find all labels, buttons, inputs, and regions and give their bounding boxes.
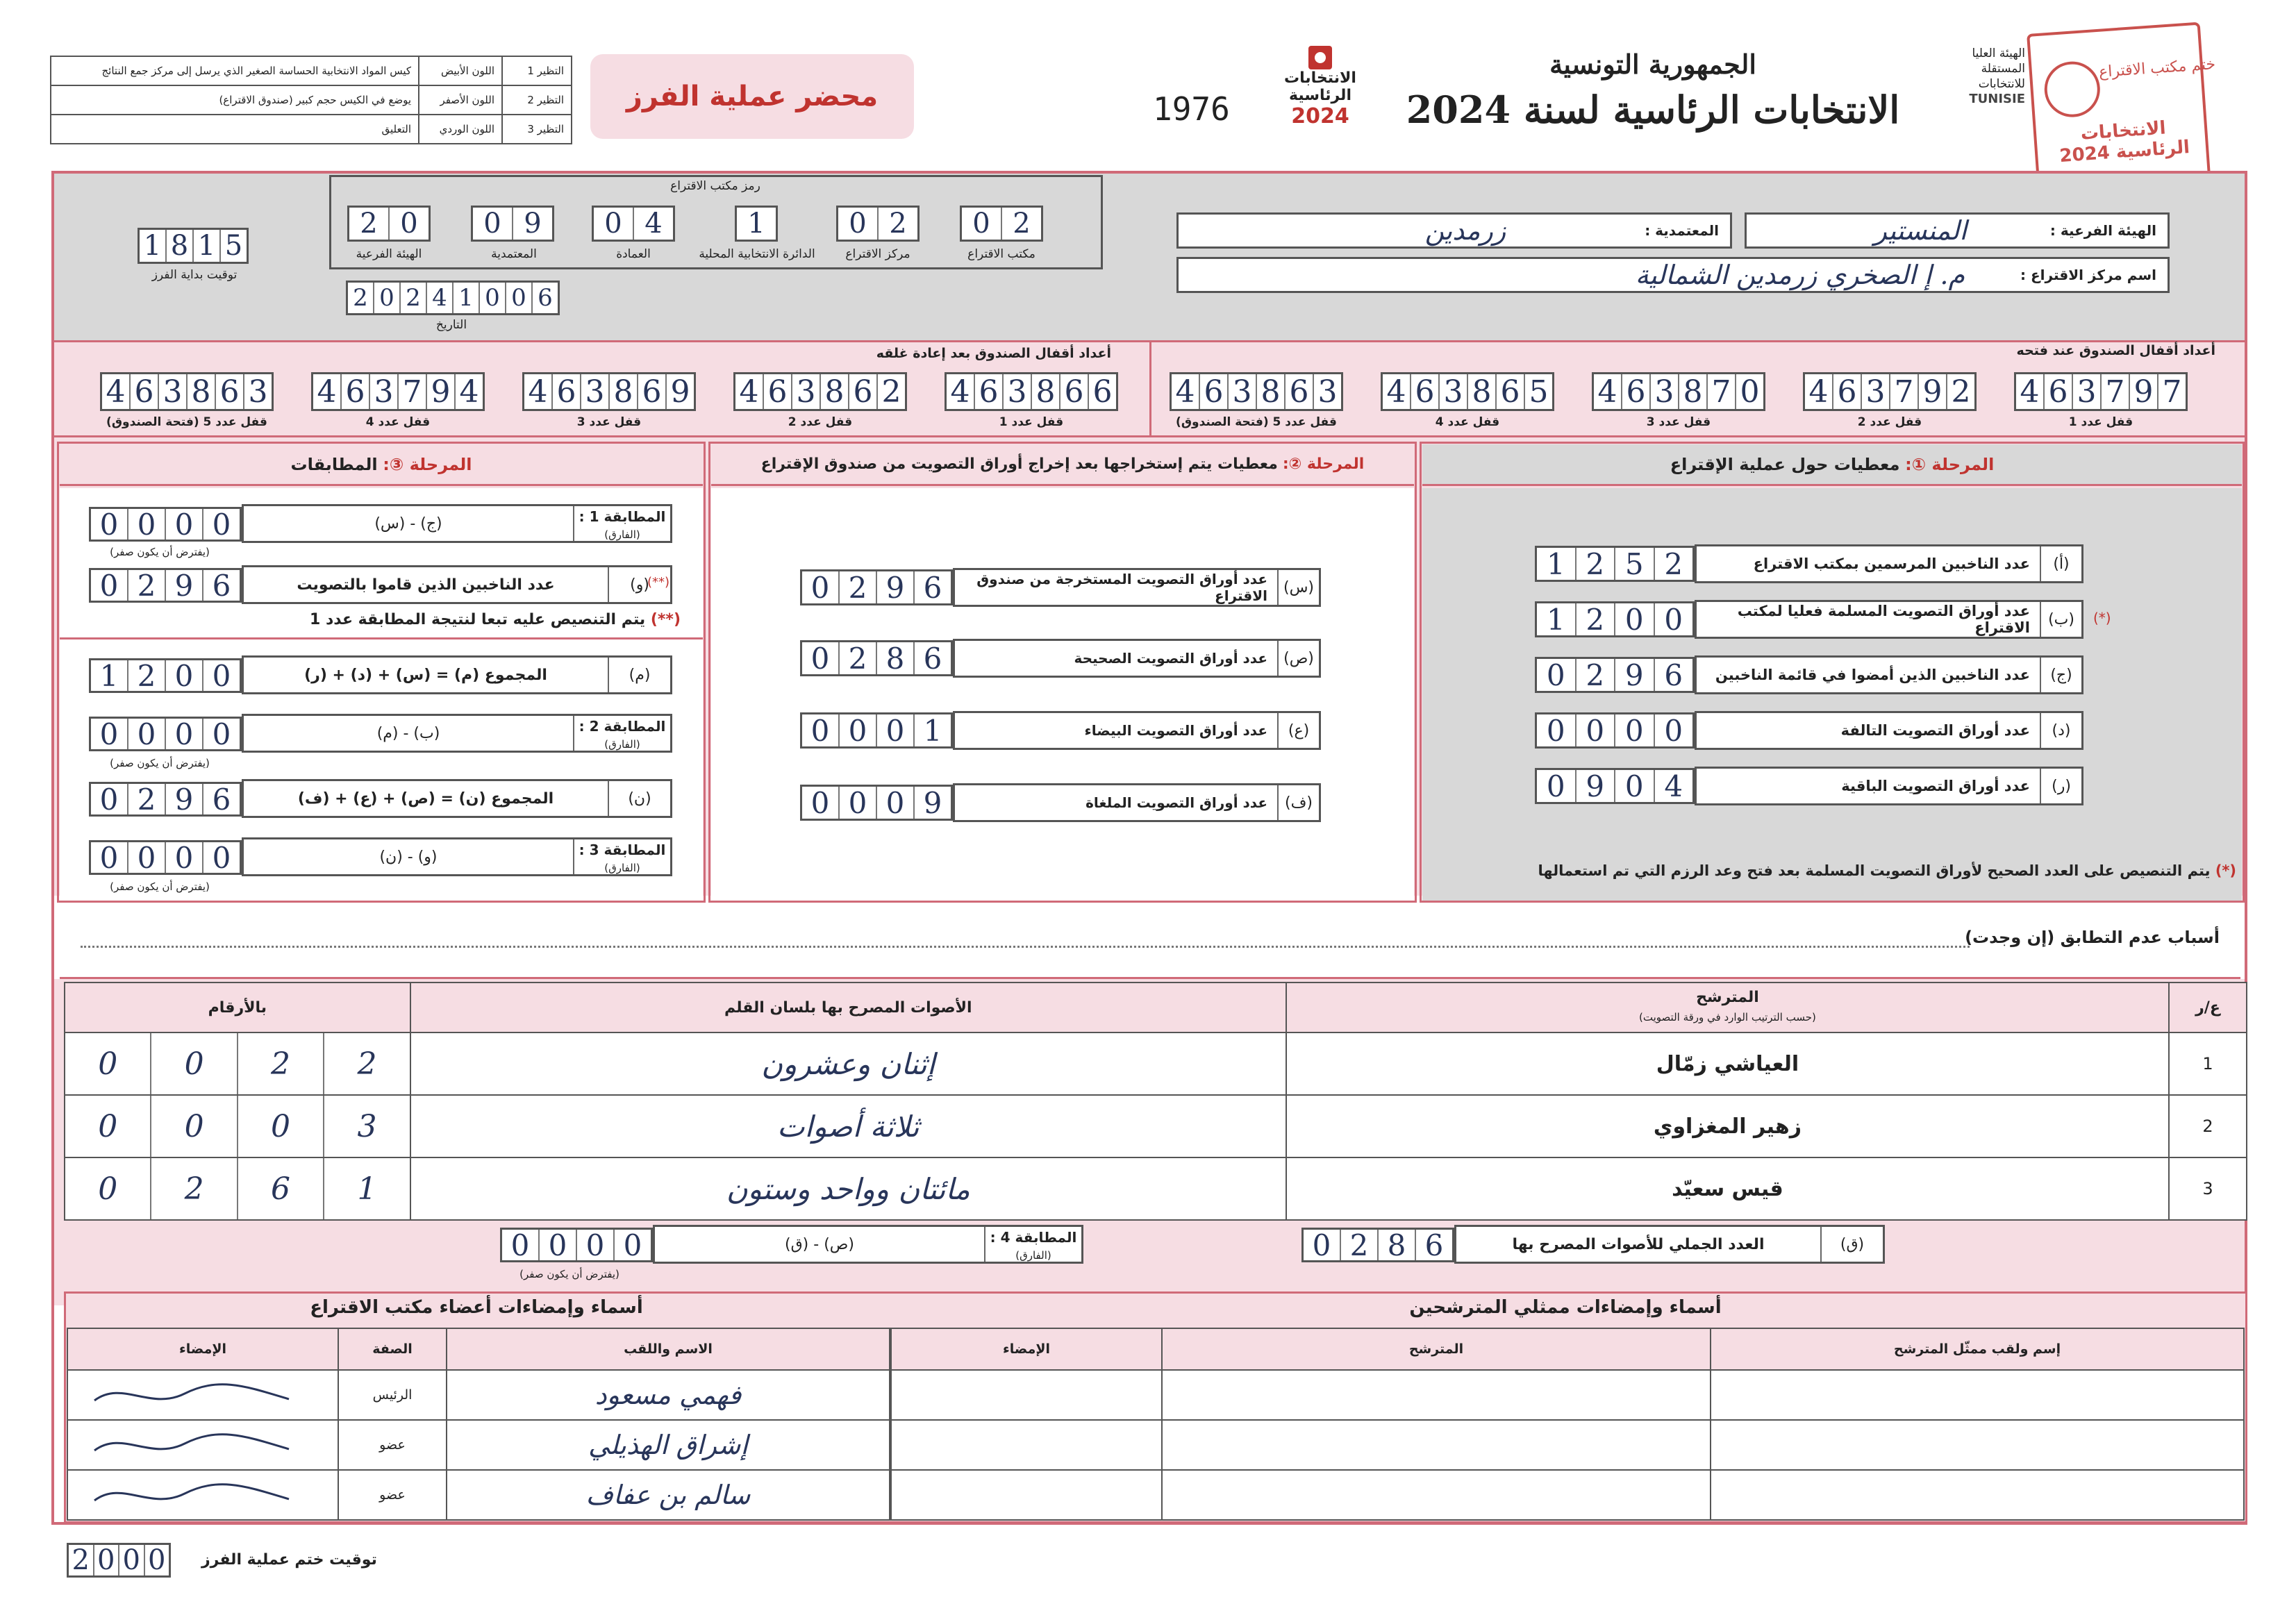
rep-candidate-cell[interactable]: [1162, 1370, 1711, 1420]
locks-close-title: أعداد أقفال الصندوق بعد إعادة غلقه: [876, 346, 1111, 361]
phase2-value[interactable]: 0 2 8 6: [800, 640, 953, 676]
candidate-words[interactable]: إثنان وعشرون: [410, 1032, 1286, 1095]
voters-row: [242, 565, 672, 604]
lock-close-3-label: قفل عدد 3: [576, 415, 642, 429]
packaging-desc: كيس المواد الانتخابية الحساسة الصغير الذي يرسل إلى مركز جمع النتائج: [51, 56, 419, 85]
phase2-row: [953, 711, 1321, 750]
phase2-label: عدد أوراق التصويت البيضاء: [1084, 722, 1267, 739]
col-role: الصفة: [338, 1328, 447, 1370]
phase1-value[interactable]: 0 0 0 0: [1535, 712, 1695, 749]
phase1-star: (*): [2093, 610, 2111, 626]
col-digits: بالأرقام: [65, 983, 410, 1032]
code-office[interactable]: 0 2: [960, 206, 1043, 242]
candidate-digits[interactable]: 0 2 6 1: [65, 1157, 410, 1220]
code-subbody[interactable]: 2 0: [347, 206, 431, 242]
candidate-name: زهير المغزاوي: [1286, 1095, 2169, 1157]
lock-close-2-label: قفل عدد 2: [788, 415, 853, 429]
m1-note: (يفترض أن يكون صفر): [110, 546, 210, 558]
republic-title: الجمهورية التونسية: [1549, 49, 1756, 80]
phase2-label: عدد أوراق التصويت الصحيحة: [1074, 650, 1267, 667]
phase2-label: عدد أوراق التصويت الملغاة: [1085, 794, 1267, 811]
packaging-no: التظير 3: [502, 115, 572, 144]
flag-icon: [1308, 46, 1332, 69]
lock-open-2-value[interactable]: 4 6 3 7 9 2: [1803, 372, 1977, 411]
member-name[interactable]: فهمي مسعود: [447, 1370, 890, 1420]
voters-star: (**): [647, 575, 670, 590]
stamp-text: الانتخابات الرئاسية 2024: [2058, 117, 2190, 167]
stamp-seal: [2043, 60, 2102, 119]
lock-close-4-label: قفل عدد 4: [365, 415, 431, 429]
phase2-row: [953, 639, 1321, 678]
logo-text-1: الانتخابات: [1284, 69, 1356, 87]
code-subbody-label: الهيئة الفرعية: [356, 247, 422, 261]
m2-label: المطابقة 2 : (الفارق): [573, 716, 670, 751]
rep-candidate-cell[interactable]: [1162, 1420, 1711, 1470]
lock-open-2-label: قفل عدد 2: [1857, 415, 1922, 429]
phase3-divider: [60, 637, 703, 639]
candidates-table: [64, 982, 2247, 1221]
members-title: أسماء وإمضاءات أعضاء مكتب الاقتراع: [310, 1297, 643, 1318]
packaging-desc: يوضع في الكيس حجم كبير (صندوق الاقتراع): [51, 85, 419, 115]
phase1-key: (ج): [2040, 658, 2081, 692]
minutes-title: محضر عملية الفرز: [626, 81, 879, 112]
phase3-prefix: المرحلة ③:: [383, 454, 472, 474]
lock-close-3-value[interactable]: 4 6 3 8 6 9: [522, 372, 696, 411]
member-role: الرئيس: [338, 1370, 447, 1420]
candidate-name: العياشي زمّال: [1286, 1032, 2169, 1095]
m2-note: (يفترض أن يكون صفر): [110, 757, 210, 769]
lock-close-1-label: قفل عدد 1: [999, 415, 1064, 429]
election-title: الانتخابات الرئاسية لسنة 2024: [1406, 87, 1900, 132]
lock-open-5-label: قفل عدد 5 (فتحة الصندوق): [1176, 415, 1337, 429]
isie-abbr: TUNISIE: [1969, 92, 2025, 106]
packaging-color: اللون الوردي: [419, 115, 502, 144]
phase1-value[interactable]: 0 9 0 4: [1535, 768, 1695, 804]
minutes-title-badge: [590, 54, 914, 139]
start-time-field[interactable]: 1 8 1 5: [138, 228, 249, 264]
date-field[interactable]: 2 0 2 4 1 0 0 6: [346, 281, 560, 315]
lock-close-4-value[interactable]: 4 6 3 7 9 4: [311, 372, 485, 411]
col-rep-name: إسم ولقب ممثّل المترشح: [1711, 1328, 2244, 1370]
phase1-key: (د): [2040, 713, 2081, 748]
rep-candidate-cell[interactable]: [1162, 1470, 1711, 1520]
phase2-key: (س): [1277, 570, 1319, 605]
col-no: ع/ر: [2169, 983, 2247, 1032]
phase1-label: عدد أوراق التصويت التالفة: [1840, 722, 2030, 739]
phase1-value[interactable]: 1 2 0 0: [1535, 601, 1695, 637]
delegation-label: المعتمدية :: [1645, 222, 1719, 239]
voters-key: (و): [608, 567, 670, 602]
m1-label: المطابقة 1 : (الفارق): [573, 506, 670, 541]
lock-close-2-value[interactable]: 4 6 3 8 6 2: [733, 372, 907, 411]
phase2-key: (ع): [1277, 713, 1319, 748]
sum-m-key: (م): [608, 658, 670, 692]
phase1-value[interactable]: 0 2 9 6: [1535, 657, 1695, 693]
phase3-note: [69, 611, 681, 628]
rep-sign-cell[interactable]: [891, 1470, 1162, 1520]
phase1-note-text: يتم التنصيص على العدد الصحيح لأوراق التصويت المسلمة بعد فتح وعد الرزم التي تم استعمالها: [1538, 862, 2211, 879]
phase1-prefix: المرحلة ①:: [1905, 454, 1995, 474]
phase1-label: عدد الناخبين المرسمين بمكتب الاقتراع: [1753, 555, 2030, 572]
members-table: [67, 1328, 890, 1521]
lock-close-5-label: قفل عدد 5 (فتحة الصندوق): [106, 415, 267, 429]
lock-open-1-value[interactable]: 4 6 3 7 9 7: [2014, 372, 2188, 411]
candidate-row: [65, 1157, 2247, 1220]
code-office-label: مكتب الاقتراع: [967, 247, 1035, 261]
phase1-row: [1695, 711, 2083, 750]
phase1-row: [1695, 600, 2083, 639]
phase2-title: معطيات يتم إستخراجها بعد إخراج أوراق التصويت من صندوق الإقتراع: [760, 455, 1278, 473]
lock-close-5-value[interactable]: 4 6 3 8 6 3: [100, 372, 274, 411]
m3-formula-row: [242, 837, 672, 876]
code-delegation-label: المعتمدية: [491, 247, 537, 261]
m4-value[interactable]: 0 0 0 0: [500, 1228, 653, 1262]
phase3-note-text: يتم التنصيص عليه تبعا لنتيجة المطابقة عدد 1: [309, 611, 646, 628]
member-name[interactable]: إشراق الهذيلي: [447, 1420, 890, 1470]
lock-close-1-value[interactable]: 4 6 3 8 6 6: [945, 372, 1118, 411]
mismatch-row[interactable]: [60, 903, 2240, 979]
col-sign: الإمضاء: [67, 1328, 338, 1370]
reps-title: أسماء وإمضاءات ممثلي المترشحين: [1409, 1297, 1722, 1318]
m4-label: المطابقة 4 : (الفارق): [984, 1227, 1081, 1262]
sum-n-formula: المجموع (ن) = (ص) + (ع) + (ف): [297, 789, 554, 808]
subbody-field[interactable]: [1745, 212, 2170, 249]
lock-open-4-label: قفل عدد 4: [1435, 415, 1500, 429]
candidate-name: قيس سعيّد: [1286, 1157, 2169, 1220]
candidate-no: 3: [2169, 1157, 2247, 1220]
m3-value[interactable]: 0 0 0 0: [89, 840, 242, 875]
m3-note: (يفترض أن يكون صفر): [110, 880, 210, 893]
phase1-title: معطيات حول عملية الإقتراع: [1670, 454, 1900, 474]
end-time-label: توقيت ختم عملية الفرز: [201, 1551, 377, 1569]
m4-row: [653, 1225, 1083, 1264]
election-logo: [1275, 46, 1365, 143]
phase1-label: عدد أوراق التصويت الباقية: [1841, 778, 2030, 794]
locks-divider: [1149, 340, 1151, 437]
voters-label: عدد الناخبين الذين قاموا بالتصويت: [297, 576, 555, 594]
packaging-desc: التعليق: [51, 115, 419, 144]
phase1-note-star: (*): [2215, 862, 2236, 879]
candidate-no: 1: [2169, 1032, 2247, 1095]
member-signature[interactable]: [67, 1370, 338, 1420]
signature-icon: [81, 1423, 331, 1464]
col-candidate: المترشح (حسب الترتيب الوارد في ورقة التصويت): [1286, 983, 2169, 1032]
phase2-row: [953, 568, 1321, 607]
mismatch-dots: [81, 946, 1970, 948]
sum-n-value[interactable]: 0 2 9 6: [89, 782, 242, 817]
m3-formula: (و) - (ن): [379, 848, 438, 866]
phase1-row: [1695, 544, 2083, 583]
phase2-value[interactable]: 0 0 0 9: [800, 785, 953, 821]
isie-logo: [1945, 46, 2025, 143]
phase1-header: [1422, 444, 2242, 486]
sum-n-key: (ن): [608, 781, 670, 816]
center-name-label: اسم مركز الاقتراع :: [2020, 267, 2156, 283]
m2-value[interactable]: 0 0 0 0: [89, 717, 242, 751]
member-row: [67, 1470, 890, 1520]
col-name: الاسم واللقب: [447, 1328, 890, 1370]
packaging-no: التظير 1: [502, 56, 572, 85]
code-district-label: الدائرة الانتخابية المحلية: [699, 247, 815, 261]
m1-formula: (ج) - (س): [374, 515, 442, 533]
m3-label: المطابقة 3 : (الفارق): [573, 839, 670, 874]
locks-open-title: أعداد أقفال الصندوق عند فتحه: [2016, 343, 2215, 358]
phase1-label: عدد أوراق التصويت المسلمة فعليا لمكتب الاقتراع: [1737, 603, 2030, 636]
m2-formula: (ب) - (م): [376, 724, 440, 742]
candidate-row: [65, 1095, 2247, 1157]
phase2-label: عدد أوراق التصويت المستخرجة من صندوق الاقتراع: [976, 571, 1267, 604]
m4-formula: (ص) - (ق): [785, 1235, 854, 1253]
member-row: [67, 1420, 890, 1470]
packaging-color: اللون الأبيض: [419, 56, 502, 85]
code-center[interactable]: 0 2: [836, 206, 920, 242]
total-value[interactable]: 0 2 8 6: [1301, 1228, 1454, 1262]
end-time-field[interactable]: 2 0 0 0: [67, 1543, 171, 1578]
phase2-value[interactable]: 0 2 9 6: [800, 569, 953, 605]
voters-value[interactable]: 0 2 9 6: [89, 568, 242, 603]
phase2-key: (ف): [1277, 785, 1319, 820]
code-center-label: مركز الاقتراع: [845, 247, 910, 261]
lock-open-1-label: قفل عدد 1: [2068, 415, 2133, 429]
lock-open-3-value[interactable]: 4 6 3 8 7 0: [1592, 372, 1765, 411]
date-label: التاريخ: [435, 318, 467, 332]
phase1-row: [1695, 767, 2083, 805]
subbody-value: المنستير: [1874, 215, 1967, 246]
office-code-title: رمز مكتب الاقتراع: [670, 179, 760, 193]
member-row: [67, 1370, 890, 1420]
packaging-no: التظير 2: [502, 85, 572, 115]
phase2-header: [711, 444, 1414, 486]
candidate-digits[interactable]: 0 0 0 3: [65, 1095, 410, 1157]
code-delegation[interactable]: 0 9: [471, 206, 554, 242]
candidate-digits[interactable]: 0 0 2 2: [65, 1032, 410, 1095]
rep-name-cell[interactable]: [1711, 1370, 2244, 1420]
rep-sign-cell[interactable]: [891, 1420, 1162, 1470]
phase1-note: [1431, 862, 2236, 879]
m1-value[interactable]: 0 0 0 0: [89, 507, 242, 542]
member-role: عضو: [338, 1470, 447, 1520]
delegation-value: زرمدين: [1424, 215, 1506, 246]
lock-open-3-label: قفل عدد 3: [1646, 415, 1711, 429]
code-sector-label: العمادة: [616, 247, 651, 261]
phase3-note-star: (**): [650, 611, 681, 628]
col-rep-sign: الإمضاء: [891, 1328, 1162, 1370]
packaging-color: اللون الأصفر: [419, 85, 502, 115]
member-role: عضو: [338, 1420, 447, 1470]
rep-sign-cell[interactable]: [891, 1370, 1162, 1420]
m1-formula-row: [242, 504, 672, 543]
rep-name-cell[interactable]: [1711, 1470, 2244, 1520]
center-name-field[interactable]: [1176, 257, 2170, 293]
phase2-body: [711, 488, 1414, 901]
phase3-title: المطابقات: [290, 454, 378, 474]
phase2-row: [953, 783, 1321, 822]
logo-text-2: الرئاسية: [1289, 87, 1351, 104]
candidate-no: 2: [2169, 1095, 2247, 1157]
candidate-row: [65, 1032, 2247, 1095]
col-rep-candidate: المترشح: [1162, 1328, 1711, 1370]
phase2-key: (ص): [1277, 641, 1319, 676]
signature-icon: [81, 1373, 331, 1414]
col-words: الأصوات المصرح بها بلسان القلم: [410, 983, 1286, 1032]
total-label: العدد الجملي للأصوات المصرح بها: [1512, 1235, 1765, 1253]
member-name[interactable]: سالم بن عفاف: [447, 1470, 890, 1520]
phase1-row: [1695, 655, 2083, 694]
start-time-label: توقيت بداية الفرز: [151, 268, 238, 282]
sum-m-row: [242, 655, 672, 694]
isie-text: الهيئة العليا المستقلة للانتخابات: [1972, 47, 2025, 91]
logo-year: 2024: [1291, 104, 1349, 128]
center-name-value: م. إ الصخري زرمدين الشمالية: [1635, 260, 1965, 290]
member-signature[interactable]: [67, 1470, 338, 1520]
delegation-field[interactable]: [1176, 212, 1732, 249]
total-key: (ق): [1820, 1227, 1883, 1262]
code-sector[interactable]: 0 4: [592, 206, 675, 242]
member-signature[interactable]: [67, 1420, 338, 1470]
signature-icon: [81, 1473, 331, 1514]
phase1-key: (أ): [2040, 546, 2081, 581]
serial-number: 1976: [1153, 90, 1230, 128]
phase2-value[interactable]: 0 0 0 1: [800, 712, 953, 749]
sum-m-value[interactable]: 1 2 0 0: [89, 658, 242, 693]
lock-open-5-value[interactable]: 4 6 3 8 6 3: [1170, 372, 1343, 411]
mismatch-label: أسباب عدم التطابق (إن وجدت): [1965, 928, 2220, 947]
phase1-key: (ب): [2040, 602, 2081, 637]
reps-table: [890, 1328, 2245, 1521]
sum-m-formula: المجموع (م) = (س) + (د) + (ر): [304, 666, 547, 684]
m2-formula-row: [242, 714, 672, 753]
subbody-label: الهيئة الفرعية :: [2049, 222, 2156, 239]
sum-n-row: [242, 779, 672, 818]
code-district[interactable]: 1: [735, 206, 778, 242]
phase1-key: (ر): [2040, 769, 2081, 803]
packaging-table: [50, 56, 572, 143]
phase1-value[interactable]: 1 2 5 2: [1535, 546, 1695, 582]
phase1-label: عدد الناخبين الذين أمضوا في قائمة الناخبين: [1715, 667, 2030, 683]
total-row: [1454, 1225, 1885, 1264]
stamp-caption: ختم مكتب الاقتراع: [2098, 56, 2216, 81]
phase3-header: [60, 444, 703, 486]
m4-note: (يفترض أن يكون صفر): [519, 1268, 619, 1280]
phase2-prefix: المرحلة ②:: [1282, 455, 1365, 473]
rep-name-cell[interactable]: [1711, 1420, 2244, 1470]
candidate-words[interactable]: ثلاثة أصوات: [410, 1095, 1286, 1157]
lock-open-4-value[interactable]: 4 6 3 8 6 5: [1381, 372, 1554, 411]
candidate-words[interactable]: مائتان وواحد وستون: [410, 1157, 1286, 1220]
